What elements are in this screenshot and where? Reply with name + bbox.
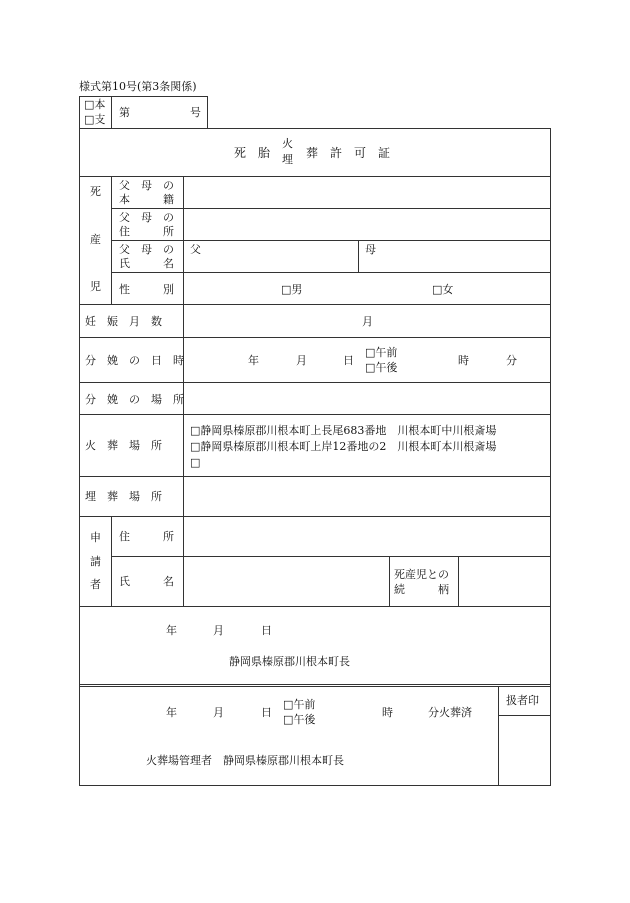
cremation-complete-label: 分火葬済 [428, 706, 472, 719]
applicant-name-label: 氏 名 [119, 575, 174, 588]
applicant-side-3: 者 [90, 578, 101, 591]
stillborn-side-2: 産 [90, 233, 101, 246]
cremation-place-label: 火 葬 場 所 [85, 439, 162, 452]
mother-name-label: 母 [365, 243, 376, 256]
jusho-label-2: 住 所 [119, 225, 174, 238]
cremation-am-checkbox[interactable]: □午前 [283, 698, 316, 711]
applicant-address-label: 住 所 [119, 530, 174, 543]
handler-seal-label: 扱者印 [506, 694, 539, 707]
office-branch-checkbox[interactable]: □支 [84, 113, 106, 126]
applicant-side-2: 請 [90, 555, 101, 568]
crematorium-honkawane-checkbox[interactable]: □静岡県榛原郡川根本町上岸12番地の2 川根本町本川根斎場 [190, 440, 497, 453]
honseki-label-1: 父 母 の [119, 179, 174, 192]
pregnancy-label: 妊 娠 月 数 [85, 315, 162, 328]
delivery-minute: 分 [506, 354, 517, 367]
shimei-label-1: 父 母 の [119, 243, 174, 256]
crematorium-manager: 火葬場管理者 静岡県榛原郡川根本町長 [146, 754, 344, 767]
delivery-pm-checkbox[interactable]: □午後 [365, 361, 398, 374]
delivery-hour: 時 [458, 354, 469, 367]
issue-day: 日 [261, 624, 272, 637]
cremation-month: 月 [213, 706, 224, 719]
male-checkbox[interactable]: □男 [281, 283, 303, 296]
office-main-checkbox[interactable]: □本 [84, 98, 106, 111]
issue-year: 年 [166, 624, 177, 637]
delivery-place-label: 分 娩 の 場 所 [85, 393, 184, 406]
stillborn-side-3: 児 [90, 280, 101, 293]
form-number: 様式第10号(第3条関係) [79, 80, 197, 93]
cremation-hour: 時 [382, 706, 393, 719]
title-cremation: 火 [282, 137, 293, 150]
delivery-am-checkbox[interactable]: □午前 [365, 346, 398, 359]
shimei-label-2: 氏 名 [119, 257, 174, 270]
pregnancy-unit: 月 [362, 315, 373, 328]
delivery-year: 年 [248, 354, 259, 367]
title-left: 死 胎 [234, 146, 271, 160]
page-title: 葬 許 可 証 [306, 146, 391, 160]
cremation-year: 年 [166, 706, 177, 719]
issue-month: 月 [213, 624, 224, 637]
female-checkbox[interactable]: □女 [432, 283, 454, 296]
title-burial: 埋 [282, 153, 293, 166]
delivery-date-label: 分 娩 の 日 時 [85, 354, 184, 367]
number-suffix: 号 [190, 106, 201, 119]
delivery-day: 日 [343, 354, 354, 367]
honseki-label-2: 本 籍 [119, 193, 174, 206]
cremation-day: 日 [261, 706, 272, 719]
number-prefix: 第 [119, 106, 130, 119]
cremation-pm-checkbox[interactable]: □午後 [283, 713, 316, 726]
delivery-month: 月 [296, 354, 307, 367]
sex-label: 性 別 [119, 283, 174, 296]
stillborn-side-1: 死 [90, 185, 101, 198]
relationship-label-2: 続 柄 [394, 583, 449, 596]
issuer-name: 静岡県榛原郡川根本町長 [229, 655, 350, 668]
crematorium-other-checkbox[interactable]: □ [190, 456, 201, 469]
burial-place-label: 埋 葬 場 所 [85, 490, 162, 503]
jusho-label-1: 父 母 の [119, 211, 174, 224]
father-name-label: 父 [190, 243, 201, 256]
relationship-label-1: 死産児との [394, 568, 449, 581]
applicant-side-1: 申 [90, 531, 101, 544]
crematorium-nakakawane-checkbox[interactable]: □静岡県榛原郡川根本町上長尾683番地 川根本町中川根斎場 [190, 424, 497, 437]
